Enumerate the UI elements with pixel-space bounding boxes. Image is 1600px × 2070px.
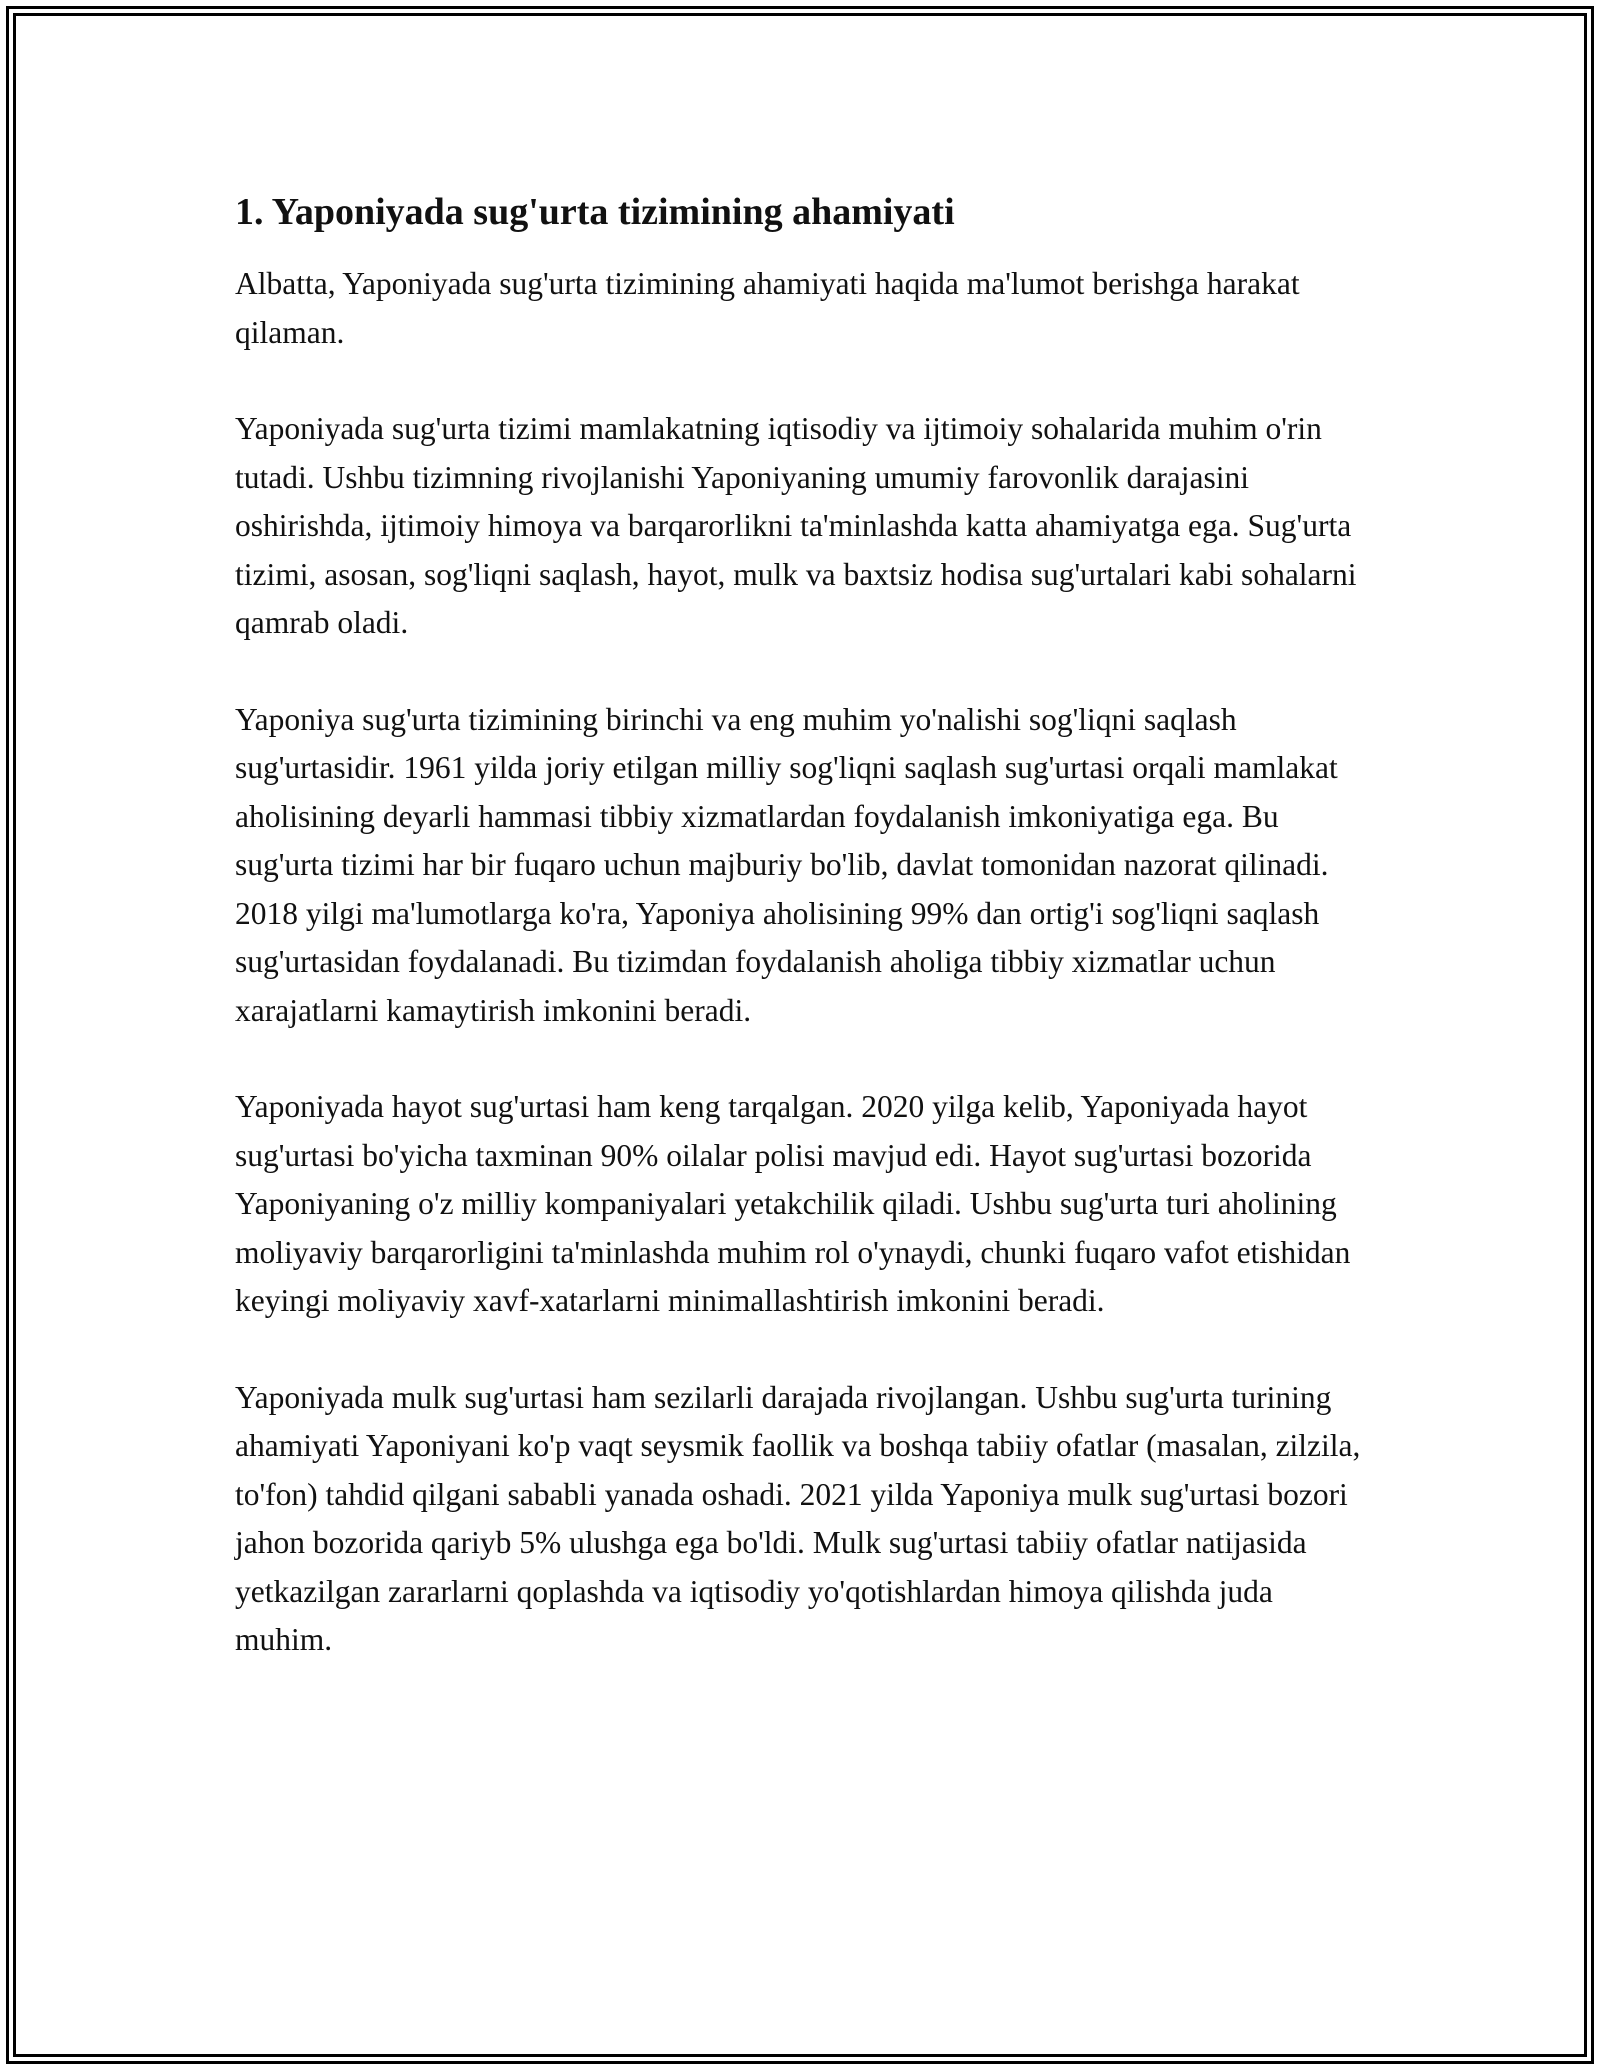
document-title: 1. Yaponiyada sug'urta tizimining ahamiyati	[235, 191, 955, 233]
paragraph-property-insurance: Yaponiyada mulk sug'urtasi ham sezilarli darajada rivojlangan. Ushbu sug'urta turining ahamiyati Yaponiyani ko'p vaqt seysmik faollik va boshqa tabiiy ofatlar (masalan, zilzila, to'fon) tahdid qilgani sababli yanada oshadi. 2021 yilda Yaponiya mulk sug'urtasi bozori jahon bozorida qariyb 5% ulushga ega bo'ldi. Mulk sug'urtasi tabiiy ofatlar natijasida yetkazilgan zararlarni qoplashda va iqtisodiy yo'qotishlardan himoya qilishda juda muhim.	[235, 1379, 1361, 1657]
paragraph-overview: Yaponiyada sug'urta tizimi mamlakatning iqtisodiy va ijtimoiy sohalarida muhim o'rin tutadi. Ushbu tizimning rivojlanishi Yaponiyaning umumiy farovonlik darajasini oshirishda, ijtimoiy himoya va barqarorlikni ta'minlashda katta ahamiyatga ega. Sug'urta tizimi, asosan, sog'liqni saqlash, hayot, mulk va baxtsiz hodisa sug'urtalari kabi sohalarni qamrab oladi.	[235, 411, 1357, 640]
paragraph-health-insurance: Yaponiya sug'urta tizimining birinchi va eng muhim yo'nalishi sog'liqni saqlash sug'urtasidir. 1961 yilda joriy etilgan milliy sog'liqni saqlash sug'urtasi orqali mamlakat aholisining deyarli hammasi tibbiy xizmatlardan foydalanish imkoniyatiga ega. Bu sug'urta tizimi har bir fuqaro uchun majburiy bo'lib, davlat tomonidan nazorat qilinadi. 2018 yilgi ma'lumotlarga ko'ra, Yaponiya aholisining 99% dan ortig'i sog'liqni saqlash sug'urtasidan foydalanadi. Bu tizimdan foydalanish aholiga tibbiy xizmatlar uchun xarajatlarni kamaytirish imkonini beradi.	[235, 701, 1338, 1028]
paragraph-life-insurance: Yaponiyada hayot sug'urtasi ham keng tarqalgan. 2020 yilga kelib, Yaponiyada hayot sug'urtasi bo'yicha taxminan 90% oilalar polisi mavjud edi. Hayot sug'urtasi bozorida Yaponiyaning o'z milliy kompaniyalari yetakchilik qiladi. Ushbu sug'urta turi aholining moliyaviy barqarorligini ta'minlashda muhim rol o'ynaydi, chunki fuqaro vafot etishidan keyingi moliyaviy xavf-xatarlarni minimallashtirish imkonini beradi.	[235, 1089, 1351, 1318]
document-body	[235, 188, 1375, 1713]
paragraph-intro: Albatta, Yaponiyada sug'urta tizimining ahamiyati haqida ma'lumot berishga harakat qilaman.	[235, 266, 1300, 350]
